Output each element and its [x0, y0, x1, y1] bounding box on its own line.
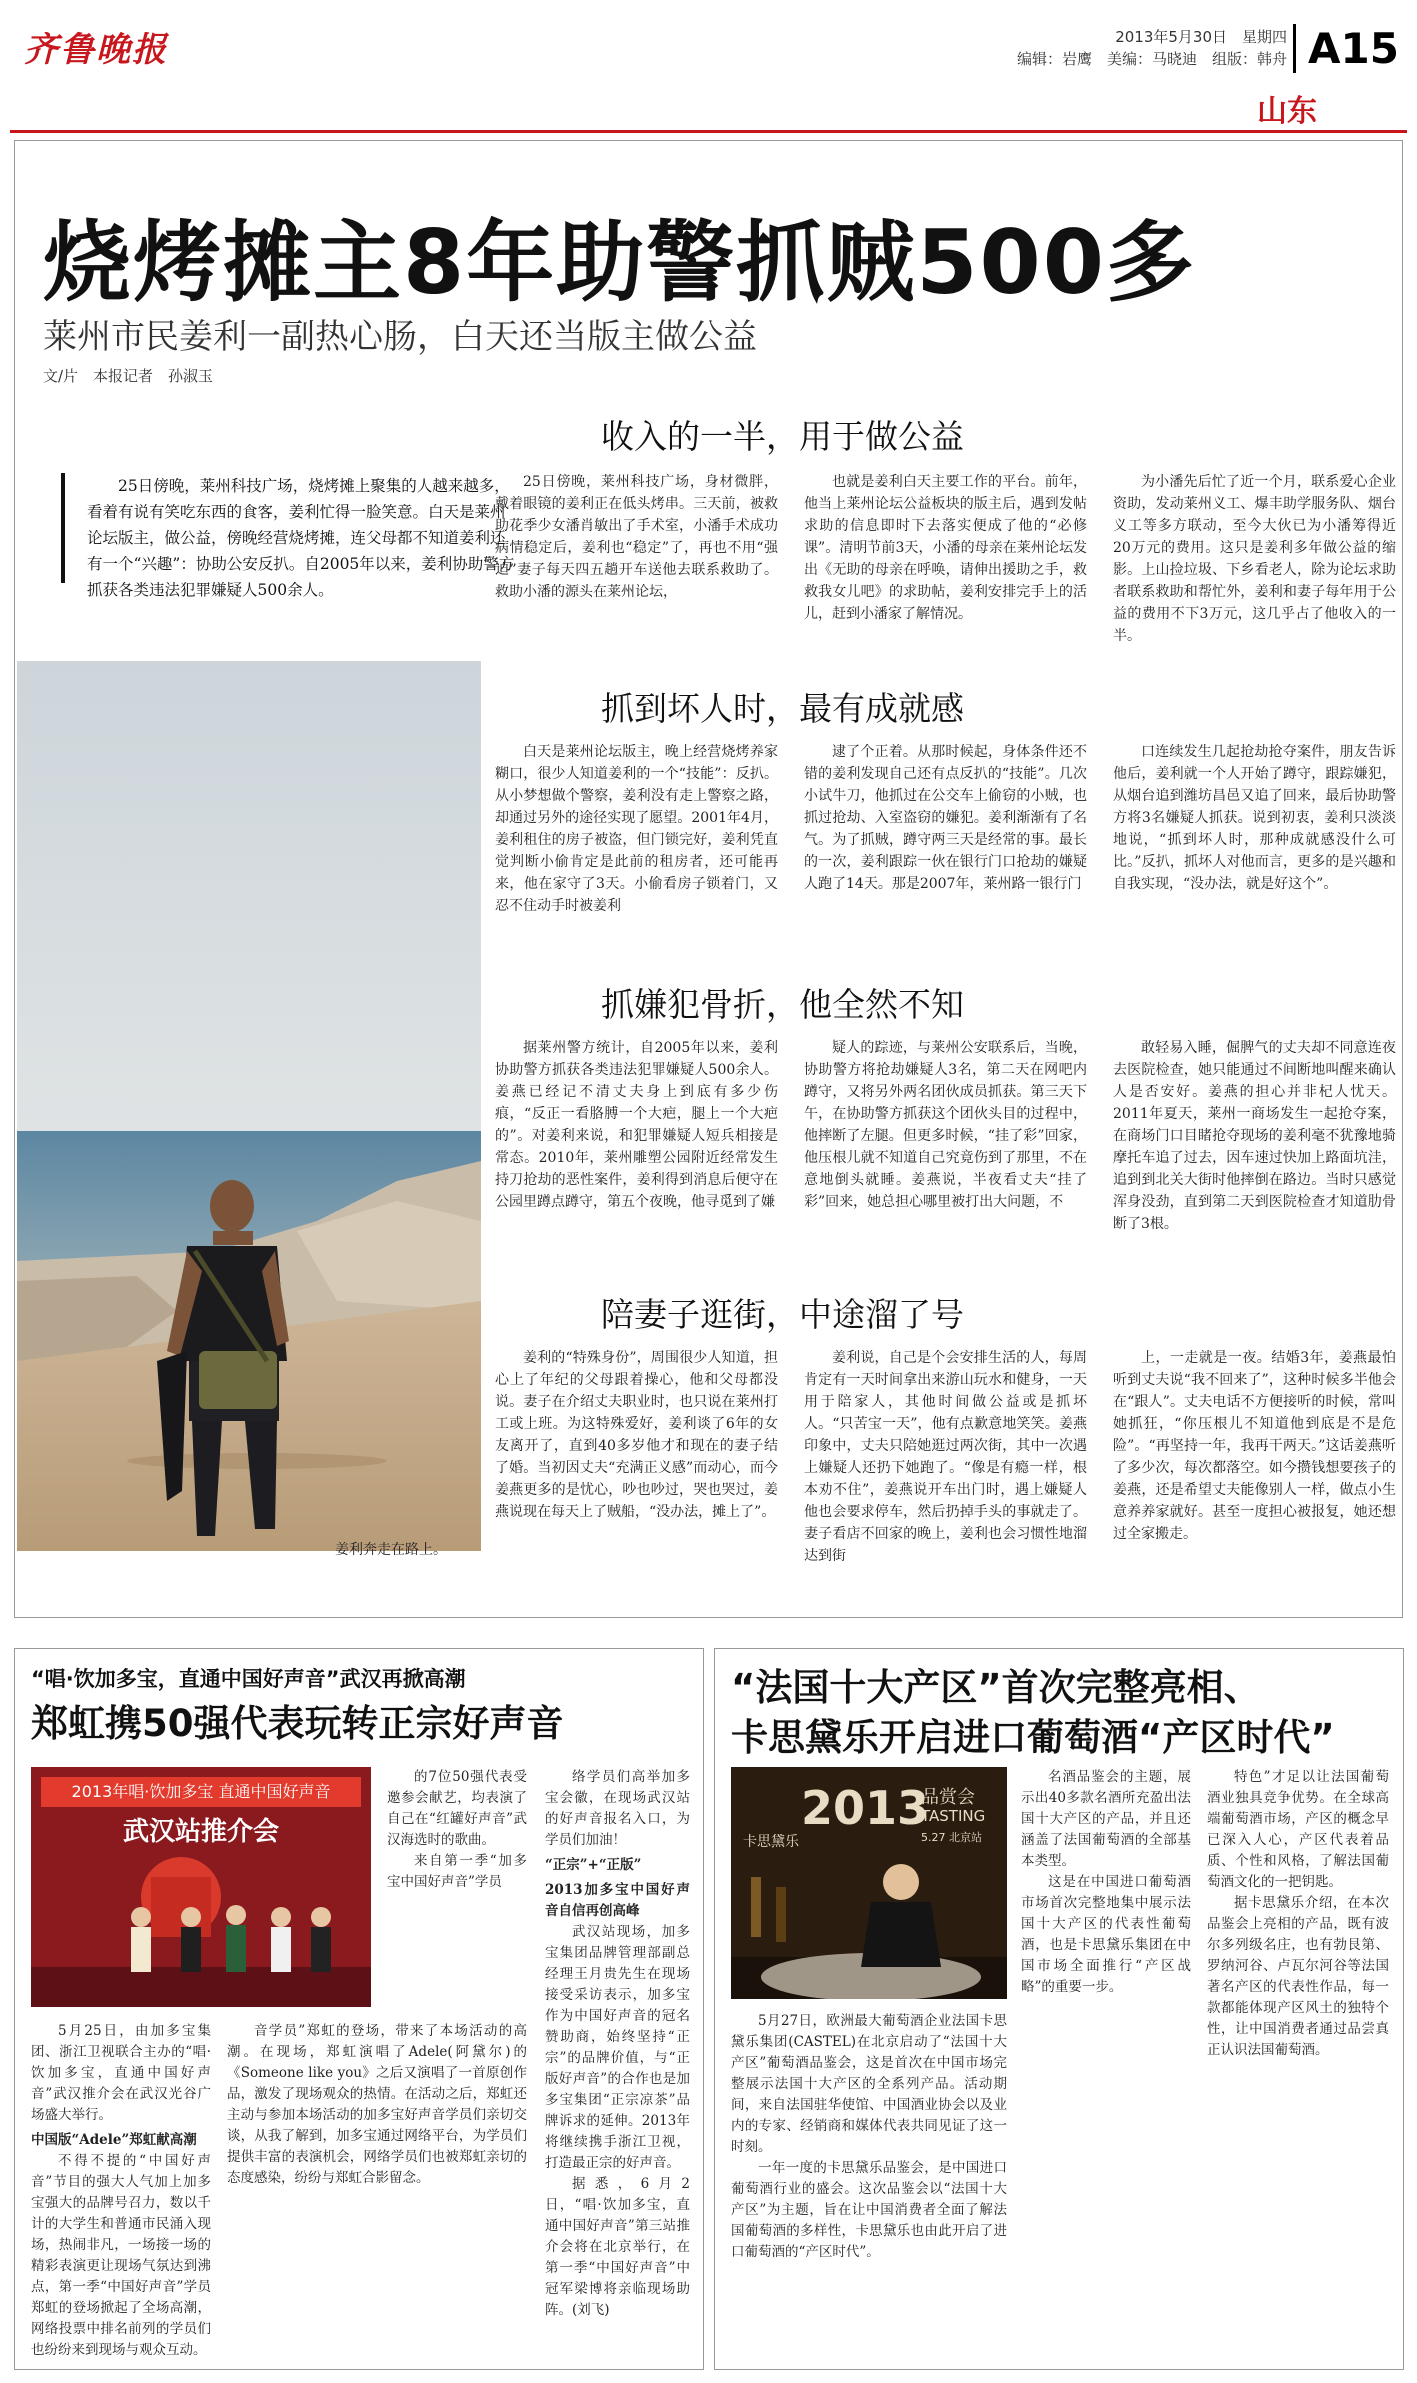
section-4-col-1: 姜利的“特殊身份”，周围很少人知道，担心上了年纪的父母跟着操心，他和父母都没说。妻子在介绍丈夫职业时，也只说在莱州打工或上班。为这特殊爱好，姜利谈了6年的女友离开了，直到40多岁他才和现在的妻子结了婚。当初因丈夫“充满正义感”而动心，而今姜燕更多的是忧心，吵也吵过，哭也哭过，姜燕说现在每天上了贼船，“没办法，摊上了”。 [495, 1350, 778, 1520]
section-body-1 [495, 471, 1396, 647]
section-name: 山东 [1257, 94, 1317, 129]
section-body-4 [495, 1347, 1396, 1567]
ad-right-body-2: 一年一度的卡思黛乐品鉴会，是中国进口葡萄酒行业的盛会。这次品鉴会以“法国十大产区”为主题，旨在让中国消费者全面了解法国葡萄酒的多样性，卡思黛乐也由此开启了进口葡萄酒的“产区时代”。 [731, 2160, 1007, 2260]
section-1-col-2: 也就是姜利白天主要工作的平台。前年，他当上莱州论坛公益板块的版主后，遇到发帖求助的信息即时下去落实便成了他的“必修课”。清明节前3天，小潘的母亲在莱州论坛发出《无助的母亲在呼唤，请伸出援助之手，救救我女儿吧》的求助帖，姜利安排完手上的活儿，赶到小潘家了解情况。 [804, 474, 1087, 622]
section-body-3 [495, 1037, 1396, 1235]
section-title-4: 陪妻子逛街，中途溜了号 [601, 1295, 964, 1334]
section-3-col-1: 据莱州警方统计，自2005年以来，姜利协助警方抓获各类违法犯罪嫌疑人500余人。姜燕已经记不清丈夫身上到底有多少伤痕，“反正一看胳膊一个大疤，腿上一个大疤的”。对姜利来说，和犯罪嫌疑人短兵相接是常态。2010年，莱州雕塑公园附近经常发生持刀抢劫的恶性案件，姜利得到消息后便守在公园里蹲点蹲守，第五个夜晚，他寻觅到了嫌 [495, 1040, 778, 1210]
ad-left-subhead-2: 中国版“Adele”郑虹献高潮 [31, 2132, 197, 2148]
section-body-2 [495, 741, 1396, 917]
ad-right-col-main [731, 2011, 1007, 2263]
lead-paragraph: 25日傍晚，莱州科技广场，烧烤摊上聚集的人越来越多，看着有说有笑吃东西的食客，姜利忙得一脸笑意。白天是莱州论坛版主，做公益，傍晚经营烧烤摊，连父母都不知道姜利还有一个“兴趣”：协助公安反扒。自2005年以来，姜利协助警方抓获各类违法犯罪嫌疑人500余人。 [87, 477, 515, 599]
article-lead [61, 473, 517, 599]
ad-left-col-top-text-2: 来自第一季“加多宝中国好声音”学员 [387, 1853, 527, 1890]
ad-left-col-right-text-2: 武汉站现场，加多宝集团品牌管理部副总经理王月贵先生在现场接受采访表示，加多宝作为中国好声音的冠名赞助商，始终坚持“正宗”的品牌价值，与“正版好声音”的合作也是加多宝集团“正宗凉茶”品牌诉求的延伸。2013年将继续携手浙江卫视，打造最正宗的好声音。 [545, 1924, 690, 2171]
ad-left-col-top [387, 1767, 527, 1893]
ad-left-col-right [545, 1767, 690, 2321]
ad-right-col-2 [1207, 1767, 1389, 2061]
ad-right-col-1-text-2: 这是在中国进口葡萄酒市场首次完整地集中展示法国十大产区的代表性葡萄酒，也是卡思黛乐集团在中国市场全面推行“产区战略”的重要一步。 [1021, 1874, 1191, 1995]
ad-left-col-2 [227, 2021, 527, 2189]
ad-left-col-right-text: 络学员们高举加多宝会徽，在现场武汉站的好声音报名入口，为学员们加油！ [545, 1769, 690, 1848]
article-headline: 烧烤摊主8年助警抓贼500多 [43, 211, 1196, 314]
ad-left-intro: 5月25日，由加多宝集团、浙江卫视联合主办的“唱·饮加多宝，直通中国好声音”武汉推介会在武汉光谷广场盛大举行。 [31, 2023, 211, 2123]
ad-left-kicker: “唱·饮加多宝，直通中国好声音”武汉再掀高潮 [31, 1667, 466, 1691]
poster-en: TASTING [921, 1807, 986, 1825]
section-title-3: 抓嫌犯骨折，他全然不知 [601, 985, 964, 1024]
poster-word: 品赏会 [921, 1787, 975, 1808]
ad-right-col-1-text: 名酒品鉴会的主题，展示出40多款名酒所充盈出法国十大产区的产品，并且还涵盖了法国葡萄酒的全部基本类型。 [1021, 1769, 1191, 1869]
ad-left-col-2-text: 音学员”郑虹的登场，带来了本场活动的高潮。在现场，郑虹演唱了Adele(阿黛尔)的《Someone like you》之后又演唱了一首原创作品，激发了现场观众的热情。在活动之后，郑虹还主动与参加本场活动的加多宝好声音学员们亲切交谈，从我了解到，加多宝通过网络平台，为学员们提供丰富的表演机会，网络学员们也被郑虹亲切的态度感染，纷纷与郑虹合影留念。 [227, 2023, 527, 2186]
section-1-col-1: 25日傍晚，莱州科技广场，身材微胖，戴着眼镜的姜利正在低头烤串。三天前，被救助花季少女潘肖敏出了手术室，小潘手术成功病情稳定后，姜利也“稳定”了，再也不用“强迫”妻子每天四五趟开车送他去联系救助了。救助小潘的源头在莱州论坛， [495, 474, 778, 600]
section-title-2: 抓到坏人时，最有成就感 [601, 689, 964, 728]
stage-people-illustration [31, 1767, 371, 2007]
page-number: A15 [1293, 24, 1399, 73]
ad-right-headline-1: “法国十大产区”首次完整亮相、 [731, 1666, 1261, 1709]
ad-left-subhead-1b: 2013加多宝中国好声音自信再创高峰 [545, 1882, 690, 1919]
page-meta [1017, 26, 1287, 70]
issue-date: 2013年5月30日 星期四 [1115, 28, 1287, 46]
poster-year: 2013 [801, 1781, 930, 1835]
ad-left-photo [31, 1767, 371, 2007]
header-divider [10, 130, 1407, 133]
advertorial-right [714, 1648, 1404, 2370]
ad-right-col-2-text: 特色”才足以让法国葡萄酒业独具竞争优势。在全球高端葡萄酒市场，产区的概念早已深入人心，产区代表着品质、个性和风格，了解法国葡萄酒文化的一把钥匙。 [1207, 1769, 1389, 1890]
section-title-1: 收入的一半，用于做公益 [601, 417, 964, 456]
event-banner-city: 武汉站推介会 [122, 1817, 279, 1847]
ad-left-intro-2: 不得不提的“中国好声音”节目的强大人气加上加多宝强大的品牌号召力，数以千计的大学生和普通市民涌入现场，热闹非凡，一场接一场的精彩表演更让现场气氛达到沸点，第一季“中国好声音”学员郑虹的登场掀起了全场高潮，网络投票中排名前列的学员们也纷纷来到现场与观众互动。 [31, 2153, 211, 2358]
main-article [14, 140, 1403, 1618]
ad-left-col-top-text: 的7位50强代表受邀参会献艺，均表演了自己在“红罐好声音”武汉海选时的歌曲。 [387, 1769, 527, 1848]
newspaper-logo: 齐鲁晚报 [24, 30, 168, 70]
article-subhead: 莱州市民姜利一副热心肠，白天还当版主做公益 [43, 317, 757, 357]
ad-left-headline: 郑虹携50强代表玩转正宗好声音 [31, 1702, 564, 1745]
section-3-col-3: 敢轻易入睡，倔脾气的丈夫却不同意连夜去医院检查，她只能通过不间断地叫醒来确认人是否安好。姜燕的担心并非杞人忧天。2011年夏天，莱州一商场发生一起抢夺案，在商场门口目睹抢夺现场的姜利毫不犹豫地骑摩托车追了过去，因车速过快加上路面坑洼，追到到北关大街时他摔倒在路边。当时只感觉浑身没劲，直到第二天到医院检查才知道肋骨断了3根。 [1113, 1040, 1396, 1232]
section-2-col-3: 口连续发生几起抢劫抢夺案件，朋友告诉他后，姜利就一个人开始了蹲守，跟踪嫌犯，从烟台追到潍坊昌邑又追了回来，最后协助警方将3名嫌疑人抓获。说到初衷，姜利只淡淡地说，“抓到坏人时，那种成就感没什么可比。”反扒，抓坏人对他而言，更多的是兴趣和自我实现，“没办法，就是好这个”。 [1113, 744, 1396, 892]
photo-caption: 姜利奔走在路上。 [335, 1542, 447, 1558]
ad-right-headline-2: 卡思黛乐开启进口葡萄酒“产区时代” [731, 1716, 1335, 1759]
article-photo [17, 661, 481, 1551]
ad-left-col-right-text-3: 据悉，6月2日，“唱·饮加多宝，直通中国好声音”第三站推介会将在北京举行，在第一季“中国好声音”中冠军梁博将亲临现场助阵。(刘飞) [545, 2176, 690, 2318]
section-2-col-1: 白天是莱州论坛版主，晚上经营烧烤养家糊口，很少人知道姜利的一个“技能”：反扒。从小梦想做个警察，姜利没有走上警察之路，却通过另外的途径实现了愿望。2001年4月，姜利租住的房子被盗，但门锁完好，姜利凭直觉判断小偷肯定是此前的租房者，还可能再来，他在家守了3天。小偷看房子锁着门，又忍不住动手时被姜利 [495, 744, 778, 914]
section-3-col-2: 疑人的踪迹，与莱州公安联系后，当晚，协助警方将抢劫嫌疑人3名，第二天在网吧内蹲守，又将另外两名团伙成员抓获。第三天下午，在协助警方抓获这个团伙头目的过程中，他摔断了左腿。但更多时候，“挂了彩”回家，他压根儿就不知道自己究竟伤到了那里，不在意地倒头就睡。姜燕说，半夜看丈夫“挂了彩”回来，她总担心哪里被打出大问题，不 [804, 1040, 1087, 1210]
ad-right-body: 5月27日，欧洲最大葡萄酒企业法国卡思黛乐集团(CASTEL)在北京启动了“法国十大产区”葡萄酒品鉴会，这是首次在中国市场完整展示法国十大产区的全系列产品。活动期间，来自法国驻华使馆、中国酒业协会以及业内的专家、经销商和媒体代表共同见证了这一时刻。 [731, 2013, 1007, 2155]
advertorial-left [14, 1648, 704, 2370]
speaker-illustration [731, 1767, 1007, 1999]
event-banner-text: 2013年唱·饮加多宝 直通中国好声音 [41, 1777, 361, 1807]
ad-right-col-1 [1021, 1767, 1191, 1998]
section-2-col-2: 逮了个正着。从那时候起，身体条件还不错的姜利发现自己还有点反扒的“技能”。几次小试牛刀，他抓过在公交车上偷窃的小贼，也抓过抢劫、入室盗窃的嫌犯。姜利渐渐有了名气。为了抓贼，蹲守两三天是经常的事。最长的一次，姜利跟踪一伙在银行门口抢劫的嫌疑人跑了14天。那是2007年，莱州路一银行门 [804, 744, 1087, 892]
poster-date: 5.27 北京站 [921, 1831, 982, 1844]
editor-credits: 编辑：岩鹰 美编：马晓迪 组版：韩舟 [1016, 50, 1287, 68]
poster-brand: 卡思黛乐 [743, 1834, 799, 1850]
section-1-col-3: 为小潘先后忙了近一个月，联系爱心企业资助，发动莱州义工、爆丰助学服务队、烟台义工等多方联动，至今大伙已为小潘筹得近20万元的费用。这只是姜利多年做公益的缩影。上山捡垃圾、下乡看老人，除为论坛求助者联系救助和帮忙外，姜利和妻子每年用于公益的费用不下3万元，这几乎占了他收入的一半。 [1113, 474, 1396, 644]
ad-right-col-2-text-2: 据卡思黛乐介绍，在本次品鉴会上亮相的产品，既有波尔多列级名庄，也有勃艮第、罗纳河谷、卢瓦尔河谷等法国著名产区的代表性作品，每一款都能体现产区风土的独特个性，让中国消费者通过品尝真正认识法国葡萄酒。 [1207, 1895, 1389, 2058]
man-walking-illustration [17, 661, 481, 1551]
article-byline: 文/片 本报记者 孙淑玉 [43, 367, 214, 385]
masthead [0, 0, 1417, 135]
section-4-col-2: 姜利说，自己是个会安排生活的人，每周肯定有一天时间拿出来游山玩水和健身，一天用于陪家人，其他时间做公益或是抓坏人。“只苦宝一天”，他有点歉意地笑笑。姜燕印象中，丈夫只陪她逛过两次街，其中一次遇上嫌疑人还扔下她跑了。“像是有瘾一样，根本劝不住”，姜燕说开车出门时，遇上嫌疑人他也会要求停车，然后扔掉手头的事就走了。妻子看店不回家的晚上，姜利也会习惯性地溜达到街 [804, 1350, 1087, 1564]
ad-left-col-1 [31, 2021, 211, 2361]
ad-left-subhead-1: “正宗”+“正版” [545, 1857, 642, 1873]
ad-right-photo [731, 1767, 1007, 1999]
section-4-col-3: 上，一走就是一夜。结婚3年，姜燕最怕听到丈夫说“我不回来了”，这种时候多半他会在“跟人”。丈夫电话不方便接听的时候，常叫她抓狂，“你压根儿不知道他到底是不是危险”。“再坚持一年，我再干两天。”这话姜燕听了多少次，每次都落空。如今攒钱想要孩子的姜燕，还是希望丈夫能像别人一样，做点小生意养养家就好。甚至一度担心被报复，她还想过全家搬走。 [1113, 1350, 1396, 1542]
